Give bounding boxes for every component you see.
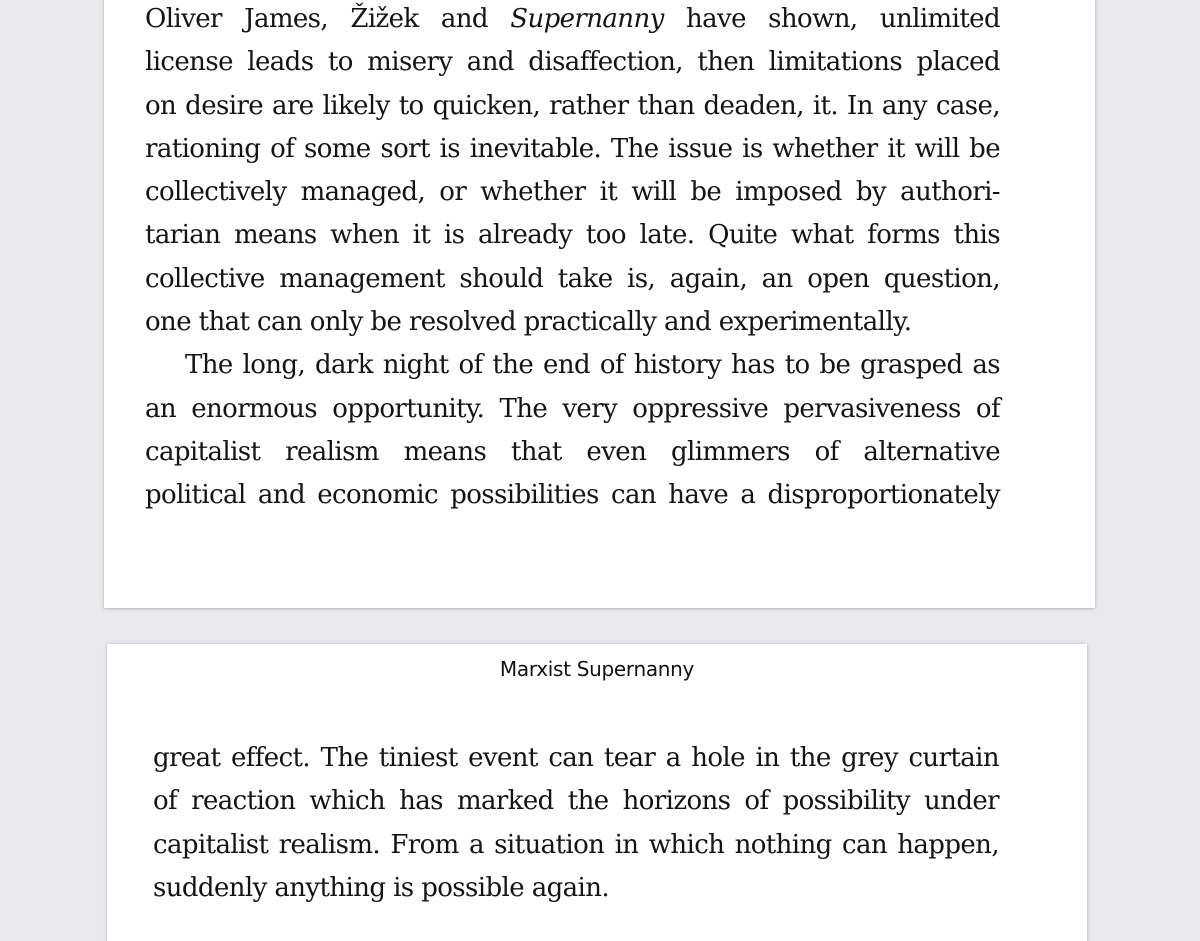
text-line: capitalist realism means that even glimmers of alternative xyxy=(145,436,1000,467)
book-title-italic: Supernanny xyxy=(510,4,664,34)
text-line: rationing of some sort is inevitable. The issue is whether it will be xyxy=(145,133,1000,164)
text-line: suddenly anything is possible again. xyxy=(153,872,610,903)
text-line: one that can only be resolved practically and experimentally. xyxy=(145,307,912,338)
text-line: Oliver James, Žižek and Supernanny have shown, unlimited xyxy=(145,4,1000,34)
text-line: license leads to misery and disaffection, then limitations placed xyxy=(145,47,1000,78)
text-line: capitalist realism. From a situation in which nothing can happen, xyxy=(153,829,999,860)
text-line: great effect. The tiniest event can tear a hole in the grey curtain xyxy=(153,743,999,773)
text-line: political and economic possibilities can have a disproportionately xyxy=(145,480,1000,511)
text-line: tarian means when it is already too late. Quite what forms this xyxy=(145,220,1000,251)
page-2-body xyxy=(153,737,999,910)
text-line: of reaction which has marked the horizons of possibility under xyxy=(153,786,999,817)
page-1 xyxy=(104,0,1095,608)
running-head: Marxist Supernanny xyxy=(499,657,695,681)
text-line: collectively managed, or whether it will be imposed by authori- xyxy=(145,177,1000,208)
text-line: collective management should take is, again, an open question, xyxy=(145,263,1000,294)
page-1-body xyxy=(145,0,1000,518)
text-line: on desire are likely to quicken, rather than deaden, it. In any case, xyxy=(145,90,1000,121)
page-2 xyxy=(107,644,1087,941)
text-line: an enormous opportunity. The very oppressive pervasiveness of xyxy=(145,393,1000,424)
text-line-paragraph-start: The long, dark night of the end of history has to be grasped as xyxy=(185,350,1000,381)
